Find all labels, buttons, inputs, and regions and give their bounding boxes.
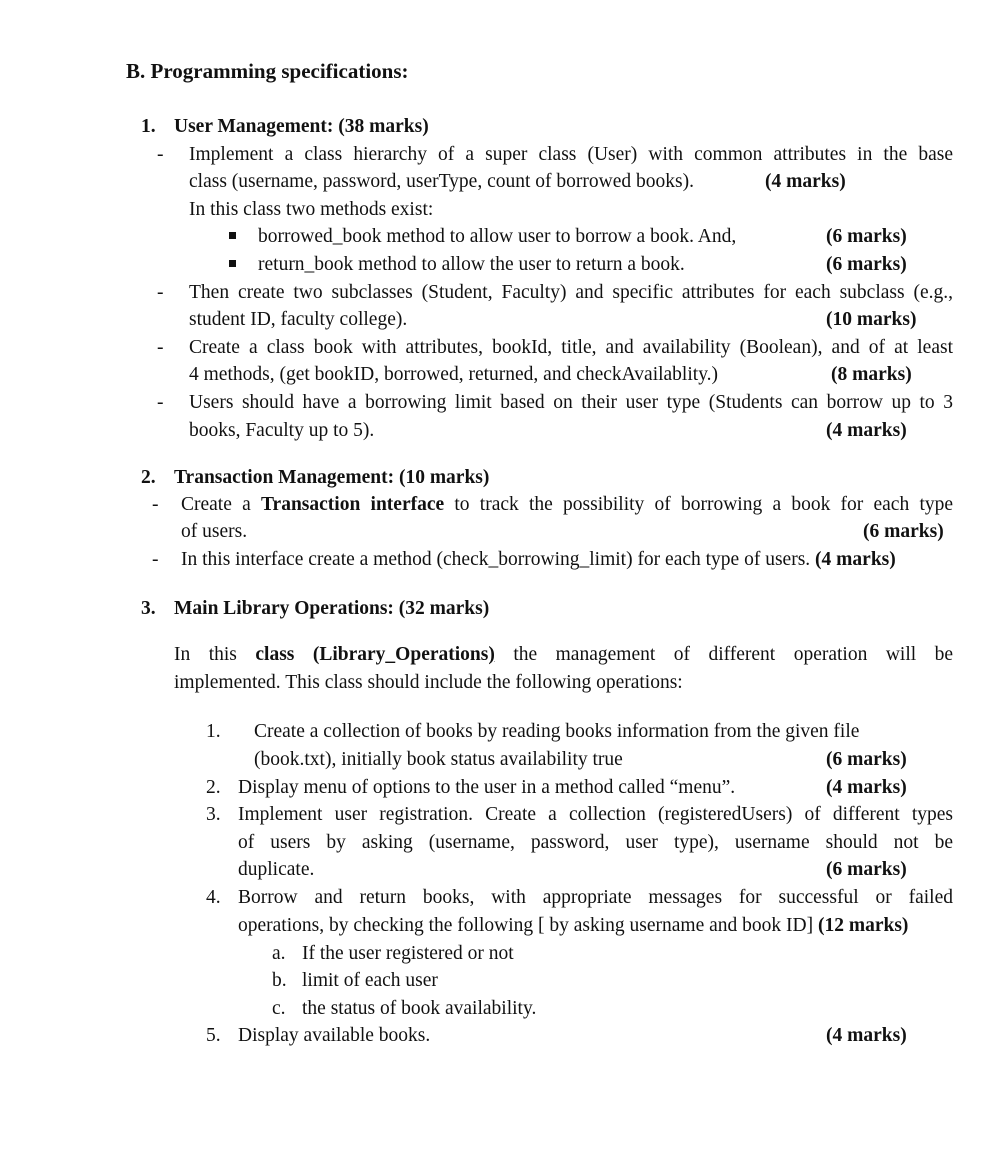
s3-i2-number: 2.: [206, 777, 221, 798]
s3-i1-line1: Create a collection of books by reading books information from the given file: [254, 721, 860, 742]
s3-i2-text: Display menu of options to the user in a method called “menu”.: [238, 777, 736, 798]
s1-b2-marks: (10 marks): [826, 309, 917, 330]
s2-heading: Transaction Management: (10 marks): [174, 467, 490, 488]
bullet-square-icon: [229, 260, 236, 267]
s1-b3-marks: (8 marks): [831, 364, 912, 385]
s1-b2-line2: student ID, faculty college).: [189, 309, 408, 330]
s3-i4-marks: (12 marks): [817, 915, 909, 936]
s3-i3-number: 3.: [206, 804, 221, 825]
s2-b2-line: [181, 546, 896, 574]
s3-i1-line2: (book.txt), initially book status availability true: [254, 749, 623, 770]
s1-sub1-marks: (6 marks): [826, 226, 907, 247]
s3-i1-marks: (6 marks): [826, 749, 907, 770]
s2-b2-marks: (4 marks): [815, 549, 896, 570]
s3-i4-a-label: a.: [272, 943, 286, 964]
s3-intro-line1: [174, 641, 953, 669]
s1-b3-line1: Create a class book with attributes, bookId, title, and availability (Boolean), and of at least: [189, 337, 953, 358]
s1-b1-dash: -: [157, 144, 164, 165]
s2-b1-line2: of users.: [181, 521, 248, 542]
s1-b2-dash: -: [157, 282, 164, 303]
s3-i4-c-label: c.: [272, 998, 286, 1019]
s3-i3-marks: (6 marks): [826, 859, 907, 880]
s3-intro-bold-text: class (Library_Operations: [255, 644, 489, 665]
s3-i2-marks: (4 marks): [826, 777, 907, 798]
s2-number: 2.: [141, 467, 156, 488]
s2-b1-marks: (6 marks): [863, 521, 944, 542]
s2-b1-post: to track the possibility of borrowing a book for each type: [454, 494, 954, 515]
s3-i5-text: Display available books.: [238, 1025, 431, 1046]
s1-b4-marks: (4 marks): [826, 420, 907, 441]
s1-sub1-text: borrowed_book method to allow user to borrow a book. And,: [258, 226, 737, 247]
s3-i5-marks: (4 marks): [826, 1025, 907, 1046]
s3-i1-number: 1.: [206, 721, 221, 742]
s2-b1-bold: Transaction interface: [261, 494, 445, 515]
s1-sub2-marks: (6 marks): [826, 254, 907, 275]
s3-i4-line1: Borrow and return books, with appropriate messages for successful or failed: [238, 887, 953, 908]
s3-i4-c-text: the status of book availability.: [302, 998, 537, 1019]
bullet-square-icon: [229, 232, 236, 239]
s1-number: 1.: [141, 116, 156, 137]
s1-sub2-text: return_book method to allow the user to return a book.: [258, 254, 685, 275]
s1-b1-marks: (4 marks): [765, 171, 846, 192]
s1-b4-line1: Users should have a borrowing limit based on their user type (Students can borrow up to 3: [189, 392, 953, 413]
s3-intro-bold-underlined: ): [488, 644, 495, 665]
s3-i4-a-text: If the user registered or not: [302, 943, 514, 964]
s1-b1-line3: In this class two methods exist:: [189, 199, 434, 220]
s2-b1-line1: [181, 491, 953, 519]
s3-intro-bold: [255, 644, 494, 665]
s2-b2-dash: -: [152, 549, 159, 570]
s1-b3-line2: 4 methods, (get bookID, borrowed, returned, and checkAvailablity.): [189, 364, 719, 385]
s3-i4-number: 4.: [206, 887, 221, 908]
s1-b3-dash: -: [157, 337, 164, 358]
s3-i3-line2: of users by asking (username, password, user type), username should not be: [238, 832, 953, 853]
s3-i5-number: 5.: [206, 1025, 221, 1046]
s2-b1-dash: -: [152, 494, 159, 515]
s3-i4-b-label: b.: [272, 970, 287, 991]
s1-b1-line2: class (username, password, userType, count of borrowed books).: [189, 171, 694, 192]
s3-intro-line2: implemented. This class should include the following operations:: [174, 672, 683, 693]
s3-intro-post: the management of different operation will be: [513, 644, 954, 665]
s3-intro-pre: In this: [174, 644, 237, 665]
s2-b2-text: In this interface create a method (check_borrowing_limit) for each type of users.: [181, 549, 811, 570]
s1-heading: User Management: (38 marks): [174, 116, 429, 137]
s2-b1-pre: Create a: [181, 494, 251, 515]
s1-b2-line1: Then create two subclasses (Student, Faculty) and specific attributes for each subclass (e.g.,: [189, 282, 953, 303]
s3-i4-line2-text: operations, by checking the following [ by asking username and book ID]: [238, 915, 814, 936]
s1-b4-dash: -: [157, 392, 164, 413]
s3-i3-line1: Implement user registration. Create a collection (registeredUsers) of different types: [238, 804, 953, 825]
s1-b4-line2: books, Faculty up to 5).: [189, 420, 375, 441]
s3-i4-b-text: limit of each user: [302, 970, 438, 991]
s1-b1-line1: Implement a class hierarchy of a super class (User) with common attributes in the base: [189, 144, 953, 165]
s3-heading: Main Library Operations: (32 marks): [174, 598, 490, 619]
s3-i4-line2: [238, 912, 908, 940]
s3-i3-line3: duplicate.: [238, 859, 315, 880]
s3-number: 3.: [141, 598, 156, 619]
section-title: B. Programming specifications:: [126, 59, 409, 83]
